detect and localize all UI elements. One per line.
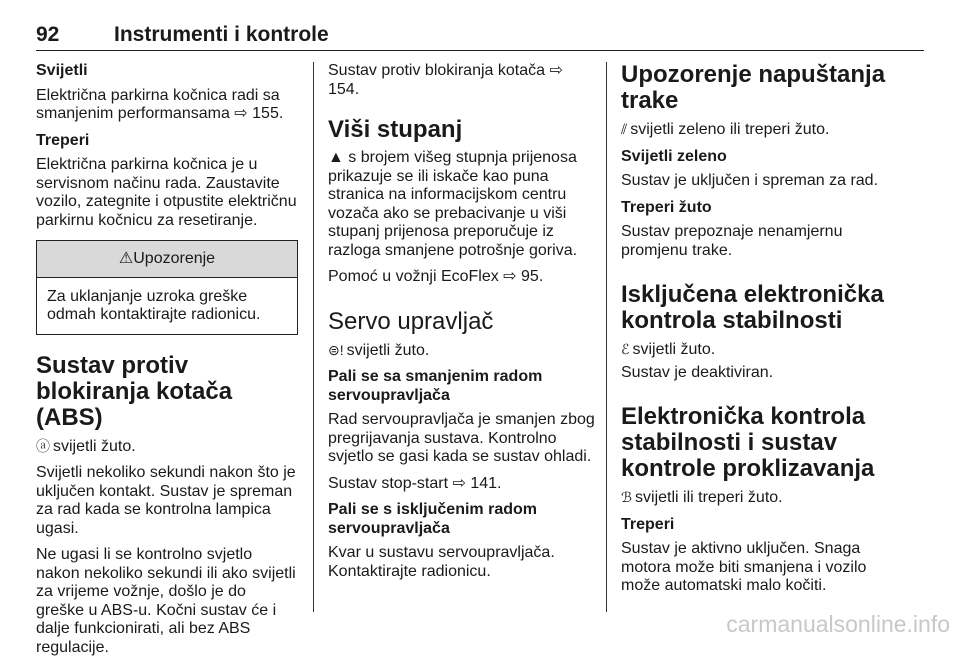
indicator-text: svijetli žuto. (53, 437, 136, 455)
paragraph: Električna parkirna kočnica radi sa smanjenim performansama ⇨ 155. (36, 86, 284, 122)
cross-reference: Sustav protiv blokiranja kotača ⇨ 154. (328, 62, 563, 98)
cross-reference: Pomoć u vožnji EcoFlex ⇨ 95. (328, 268, 544, 285)
paragraph: Električna parkirna kočnica je u servisnom načinu rada. Zaustavite vozilo, zategnite i otpustite električnu parkirnu kočnicu za resetiranje. (36, 156, 297, 229)
indicator-line (621, 488, 886, 508)
paragraph: ▲ s brojem višeg stupnja prijenosa prikazuje se ili iskače kao puna stranica na informacijskom centru vozača ako se prebacivanje u viši stupanj prijenosa preporučuje iz razloga smanjene potrošnje goriva. (328, 149, 578, 259)
cross-reference: Sustav stop-start ⇨ 141. (328, 474, 502, 492)
subheading-treperi: Treperi (36, 131, 90, 149)
subheading: Svijetli zeleno (621, 147, 727, 165)
page-title: Instrumenti i kontrole (114, 23, 329, 46)
esc-icon: ℬ (621, 489, 633, 505)
subheading: Pali se sa smanjenim radom servoupravljača (328, 368, 543, 404)
section-title-servo: Servo upravljač (328, 307, 494, 335)
paragraph: Sustav je uključen i spreman za rad. (621, 172, 879, 189)
paragraph: Kvar u sustavu servoupravljača. Kontaktirajte radionicu. (328, 544, 555, 580)
column-divider (313, 62, 314, 612)
esc-off-icon: ℰ (621, 341, 630, 357)
indicator-text: svijetli zeleno ili treperi žuto. (630, 121, 830, 138)
paragraph: Sustav prepoznaje nenamjernu promjenu trake. (621, 223, 843, 259)
column-middle (328, 62, 596, 589)
paragraph: Sustav je deaktiviran. (621, 363, 774, 381)
page-number: 92 (36, 23, 60, 46)
section-title-abs: Sustav protiv blokiranja kotača (ABS) (36, 351, 233, 431)
warning-text: Za uklanjanje uzroka greške odmah kontaktirajte radionicu. (47, 287, 261, 323)
subheading: Treperi žuto (621, 198, 712, 216)
indicator-line (621, 120, 886, 140)
indicator-line (328, 341, 596, 361)
watermark: carmanualsonline.info (726, 611, 950, 637)
subheading-svijetli: Svijetli (36, 62, 88, 79)
abs-icon: ⓐ (36, 437, 50, 454)
column-left (36, 62, 298, 665)
indicator-line (621, 340, 886, 360)
indicator-text: svijetli žuto. (346, 341, 430, 359)
paragraph: Rad servoupravljača je smanjen zbog pregrijavanja sustava. Kontrolno svjetlo se gasi kada se sustav ohladi. (328, 411, 595, 465)
paragraph: Svijetli nekoliko sekundi nakon što je uključen kontakt. Sustav je spreman za rad kada se kontrolna lampica ugasi. (36, 464, 296, 537)
indicator-text: svijetli ili treperi žuto. (635, 489, 783, 506)
lane-departure-icon: ⫽ (621, 121, 628, 137)
warning-box (36, 240, 298, 335)
column-right (621, 62, 886, 604)
paragraph: Ne ugasi li se kontrolno svjetlo nakon nekoliko sekundi ili ako svijetli za vrijeme vožnje, došlo je do greške u ABS-u. Kočni sustav će i dalje funkcionirati, ali bez ABS regulacije. (36, 546, 296, 656)
subheading: Treperi (621, 515, 675, 533)
steering-warning-icon: ⊜! (328, 341, 344, 358)
column-divider (606, 62, 607, 612)
indicator-text: svijetli žuto. (632, 341, 716, 358)
page-header (36, 20, 924, 51)
indicator-line (36, 437, 298, 457)
section-title-esc: Elektronička kontrola stabilnosti i sustav kontrole proklizavanja (621, 403, 875, 482)
warning-title: ⚠Upozorenje (37, 241, 297, 278)
section-title-gear: Viši stupanj (328, 116, 463, 143)
paragraph: Sustav je aktivno uključen. Snaga motora može biti smanjena i vozilo može automatski malo kočiti. (621, 540, 867, 594)
section-title-esc-off: Isključena elektronička kontrola stabilnosti (621, 281, 884, 334)
section-title-lane: Upozorenje napuštanja trake (621, 61, 886, 114)
subheading: Pali se s isključenim radom servoupravljača (328, 501, 537, 537)
